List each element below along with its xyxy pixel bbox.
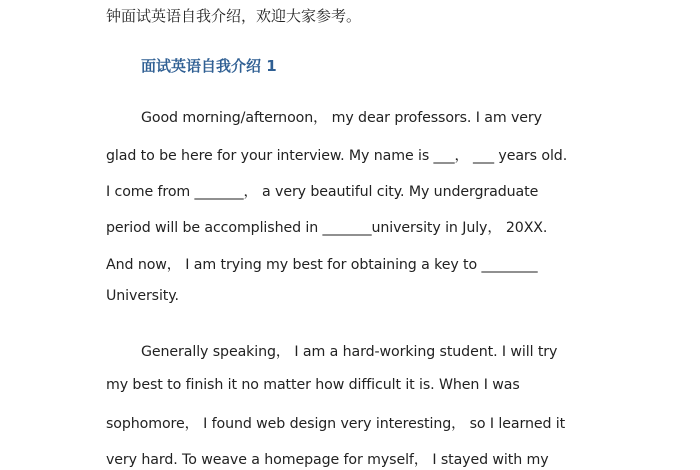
paragraph-line: And now， I am trying my best for obtaining a key to ________ <box>106 257 538 273</box>
paragraph-line: very hard. To weave a homepage for myself， I stayed with my <box>106 452 549 468</box>
intro-line: 钟面试英语自我介绍，欢迎大家参考。 <box>106 7 362 25</box>
paragraph-line: Generally speaking， I am a hard-working student. I will try <box>141 344 558 360</box>
paragraph-line: period will be accomplished in _______university in July， 20XX. <box>106 220 548 236</box>
paragraph-line: I come from _______， a very beautiful city. My undergraduate <box>106 184 539 200</box>
paragraph-line: sophomore， I found web design very interesting， so I learned it <box>106 416 566 432</box>
paragraph-line: my best to finish it no matter how difficult it is. When I was <box>106 377 520 393</box>
paragraph-line: Good morning/afternoon， my dear professors. I am very <box>141 110 542 126</box>
section-heading: 面试英语自我介绍 1 <box>141 57 277 75</box>
paragraph-line: University. <box>106 288 179 304</box>
paragraph-line: glad to be here for your interview. My name is ___， ___ years old. <box>106 148 568 164</box>
